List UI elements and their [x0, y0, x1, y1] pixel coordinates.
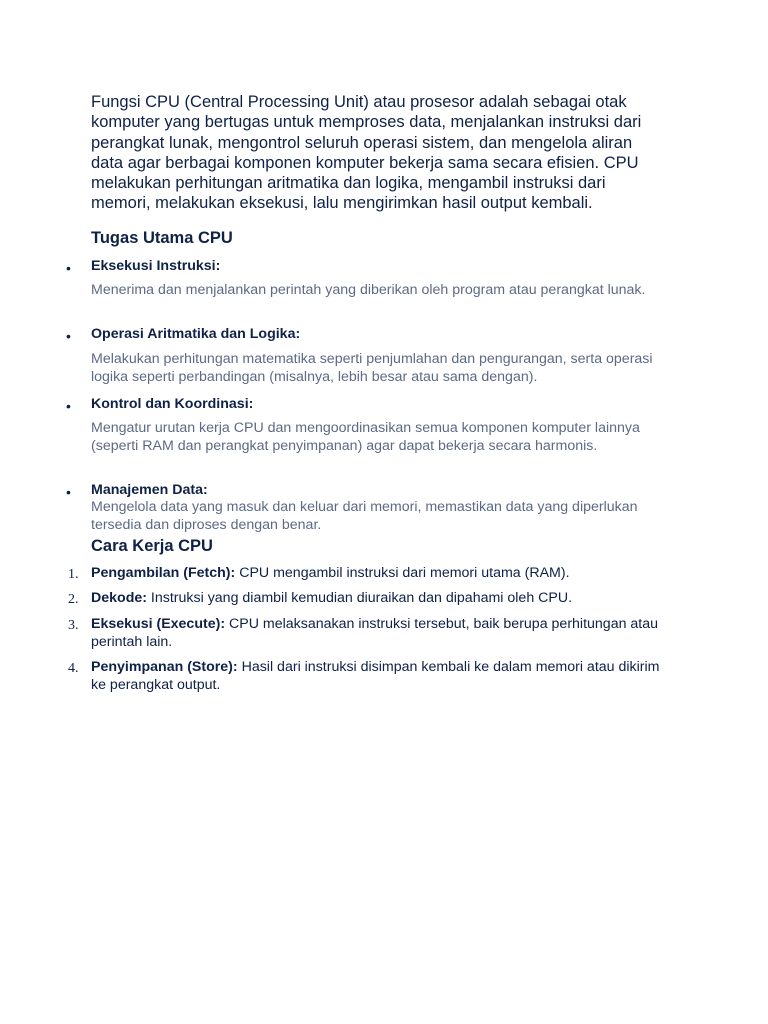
- task-title-manajemen: Manajemen Data:: [91, 482, 208, 498]
- task-title-aritmatika: Operasi Aritmatika dan Logika:: [91, 326, 301, 342]
- step-number: 3.: [68, 618, 79, 633]
- step-decode: [91, 590, 671, 608]
- step-text: Instruksi yang diambil kemudian diuraikan dan dipahami oleh CPU.: [146, 590, 573, 606]
- task-title-kontrol: Kontrol dan Koordinasi:: [91, 396, 254, 412]
- task-desc-manajemen: Mengelola data yang masuk dan keluar dari memori, memastikan data yang diperlukan tersedia dan diproses dengan benar.: [91, 499, 638, 533]
- tugas-heading: Tugas Utama CPU: [91, 229, 233, 247]
- cara-heading: Cara Kerja CPU: [91, 537, 213, 555]
- step-number: 2.: [68, 592, 79, 607]
- step-text: CPU melaksanakan instruksi tersebut, baik berupa perhitungan atau perintah lain.: [91, 616, 659, 650]
- step-number: 1.: [68, 567, 79, 582]
- step-term: Penyimpanan (Store):: [91, 659, 238, 675]
- step-execute: [91, 616, 671, 652]
- bullet-icon: •: [66, 398, 71, 414]
- task-desc-eksekusi: Menerima dan menjalankan perintah yang diberikan oleh program atau perangkat lunak.: [91, 282, 646, 298]
- step-text: Hasil dari instruksi disimpan kembali ke dalam memori atau dikirim ke perangkat output.: [91, 659, 660, 693]
- step-term: Eksekusi (Execute):: [91, 616, 226, 632]
- intro-paragraph: Fungsi CPU (Central Processing Unit) atau prosesor adalah sebagai otak komputer yang bertugas untuk memproses data, menjalankan instruksi dari perangkat lunak, mengontrol seluruh operasi sistem, dan mengelola aliran data agar berbagai komponen komputer bekerja sama secara efisien. CPU melakukan perhitungan aritmatika dan logika, mengambil instruksi dari memori, melakukan eksekusi, lalu mengirimkan hasil output kembali.: [91, 93, 642, 213]
- step-fetch: [91, 565, 671, 583]
- step-store: [91, 659, 671, 695]
- step-term: Pengambilan (Fetch):: [91, 565, 236, 581]
- task-title-eksekusi: Eksekusi Instruksi:: [91, 258, 221, 274]
- task-desc-kontrol: Mengatur urutan kerja CPU dan mengoordinasikan semua komponen komputer lainnya (seperti RAM dan perangkat penyimpanan) agar dapat bekerja secara harmonis.: [91, 420, 640, 454]
- step-number: 4.: [68, 661, 79, 676]
- bullet-icon: •: [66, 260, 71, 276]
- bullet-icon: •: [66, 328, 71, 344]
- step-term: Dekode:: [91, 590, 147, 606]
- step-text: CPU mengambil instruksi dari memori utama (RAM).: [235, 565, 570, 581]
- bullet-icon: •: [66, 484, 71, 500]
- task-desc-aritmatika: Melakukan perhitungan matematika seperti penjumlahan dan pengurangan, serta operasi logika seperti perbandingan (misalnya, lebih besar atau sama dengan).: [91, 351, 653, 385]
